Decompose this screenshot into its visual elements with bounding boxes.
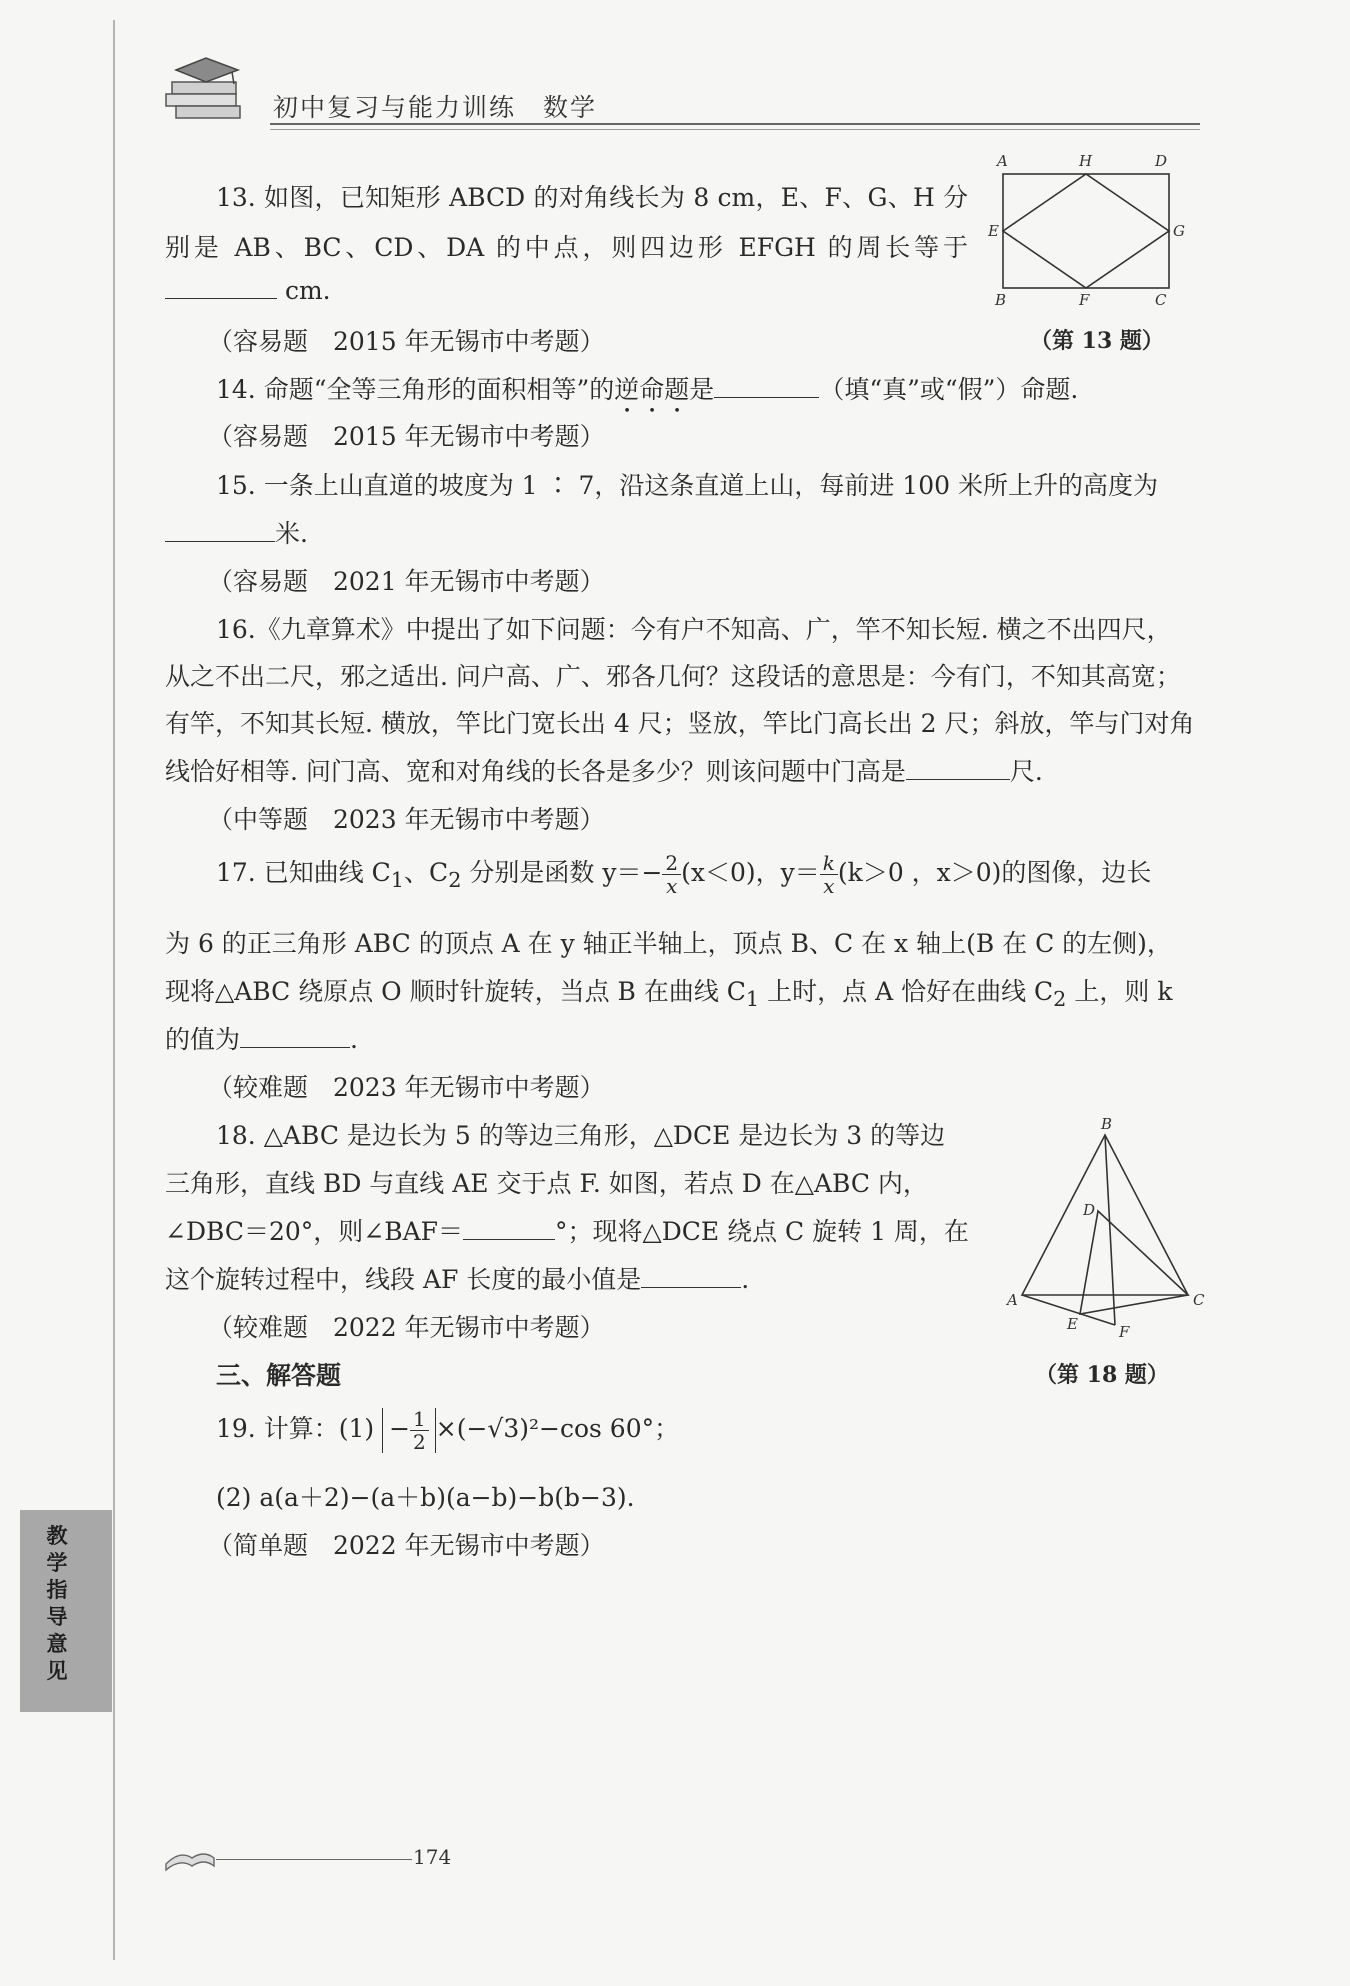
label-B: B xyxy=(995,291,1007,309)
q13-source: （容易题 2015 年无锡市中考题） xyxy=(208,327,605,356)
line-bf xyxy=(1105,1135,1115,1325)
q19-text: 19. 计算：(1) xyxy=(216,1414,375,1443)
header-rule-thin xyxy=(270,129,1200,130)
q17-text: (x＜0)，y＝ xyxy=(681,858,820,887)
label-E: E xyxy=(1067,1315,1078,1333)
q14-emphasis: 逆命题 xyxy=(614,375,690,404)
q18-source: （较难题 2022 年无锡市中考题） xyxy=(208,1313,605,1342)
q13-caption: （第 13 题） xyxy=(1030,328,1164,354)
label-G: G xyxy=(1173,222,1185,240)
q14-pre: 14. 命题“全等三角形的面积相等”的 xyxy=(216,375,615,404)
fraction-denominator: x xyxy=(823,874,835,898)
q14-source: （容易题 2015 年无锡市中考题） xyxy=(208,422,605,451)
side-tab-label: 教 学 指 导 意 见 xyxy=(46,1523,68,1683)
label-C: C xyxy=(1193,1291,1205,1309)
fraction xyxy=(820,852,838,897)
q17-text: 上时，点 A 恰好在曲线 C xyxy=(759,977,1054,1006)
q16-line1: 16.《九章算术》中提出了如下问题：今有户不知高、广，竿不知长短. 横之不出四尺， xyxy=(216,615,1172,644)
fraction-numerator: 1 xyxy=(410,1408,429,1431)
q18-line4 xyxy=(165,1260,749,1296)
q17-source: （较难题 2023 年无锡市中考题） xyxy=(208,1073,605,1102)
answer-blank xyxy=(906,757,1010,780)
absolute-value xyxy=(382,1408,436,1453)
label-F: F xyxy=(1079,291,1090,309)
q14-mid: 是 xyxy=(689,375,715,404)
fraction-numerator: k xyxy=(820,852,838,875)
book-footer-icon xyxy=(162,1844,218,1878)
q17-sub: 2 xyxy=(1053,987,1067,1011)
label-D: D xyxy=(1083,1201,1096,1219)
q18-text: °；现将△DCE 绕点 C 旋转 1 周，在 xyxy=(555,1217,969,1246)
label-A: A xyxy=(1007,1291,1018,1309)
header-title: 初中复习与能力训练 数学 xyxy=(273,93,598,122)
q17-tail: . xyxy=(350,1025,358,1054)
q17-line2: 为 6 的正三角形 ABC 的顶点 A 在 y 轴正半轴上，顶点 B、C 在 x 轴上(B 在 C 的左侧)， xyxy=(165,929,1172,958)
label-H: H xyxy=(1079,152,1093,170)
q17-text: 上，则 k xyxy=(1066,977,1173,1006)
rhombus-efgh xyxy=(1003,174,1169,288)
q17-text: 的值为 xyxy=(165,1025,241,1054)
q18-text: ∠DBC＝20°，则∠BAF＝ xyxy=(165,1217,463,1246)
q17-text: 17. 已知曲线 C xyxy=(216,858,391,887)
page-number: 174 xyxy=(413,1845,452,1869)
q18-line2: 三角形，直线 BD 与直线 AE 交于点 F. 如图，若点 D 在△ABC 内， xyxy=(165,1169,928,1198)
label-A: A xyxy=(997,152,1008,170)
q16-tail: 尺. xyxy=(1009,757,1043,786)
label-D: D xyxy=(1155,152,1168,170)
q17-text: 、C xyxy=(404,858,449,887)
q18-tail: . xyxy=(741,1265,750,1294)
q16-source: （中等题 2023 年无锡市中考题） xyxy=(208,805,605,834)
answer-blank xyxy=(165,519,275,542)
binding-line xyxy=(113,20,115,1960)
answer-blank xyxy=(165,276,277,299)
books-logo-icon xyxy=(158,52,254,128)
q18-text: 这个旋转过程中，线段 AF 长度的最小值是 xyxy=(165,1265,642,1294)
q17-text: 现将△ABC 绕原点 O 顺时针旋转，当点 B 在曲线 C xyxy=(165,977,746,1006)
q17-sub: 1 xyxy=(390,868,405,892)
label-E: E xyxy=(988,222,999,240)
answer-blank xyxy=(714,375,819,398)
q18-figure xyxy=(1005,1115,1215,1359)
q16-line2: 从之不出二尺，邪之适出. 问户高、广、邪各几何？这段话的意思是：今有门，不知其高宽； xyxy=(165,662,1181,691)
q18-line3 xyxy=(165,1212,969,1248)
label-B: B xyxy=(1101,1115,1113,1133)
fraction xyxy=(410,1408,429,1453)
q19-line1 xyxy=(216,1408,679,1453)
section-title: 三、解答题 xyxy=(216,1361,342,1390)
q15-line2 xyxy=(165,514,308,550)
answer-blank xyxy=(463,1217,555,1240)
q19-source: （简单题 2022 年无锡市中考题） xyxy=(208,1531,605,1560)
q17-line4 xyxy=(165,1020,358,1056)
fraction-denominator: x xyxy=(666,874,678,898)
q17-text: 分别是函数 y＝− xyxy=(461,858,663,887)
q19-text: ×(−√3)²−cos 60°； xyxy=(435,1414,680,1443)
q17-sub: 2 xyxy=(448,868,462,892)
label-C: C xyxy=(1155,291,1167,309)
q14-post: （填“真”或“假”）命题. xyxy=(819,375,1079,404)
q19-part2: (2) a(a＋2)−(a＋b)(a−b)−b(b−3). xyxy=(216,1483,635,1512)
q16-line3: 有竿，不知其长短. 横放，竿比门宽长出 4 尺；竖放，竿比门高长出 2 尺；斜放，竿与门对角 xyxy=(165,709,1195,738)
answer-blank xyxy=(641,1265,741,1288)
q15-tail: 米. xyxy=(275,519,308,548)
q16-line4 xyxy=(165,752,1043,788)
q17-text: (k＞0 ，x＞0)的图像，边长 xyxy=(837,858,1152,887)
q15-source: （容易题 2021 年无锡市中考题） xyxy=(208,567,605,596)
fraction xyxy=(662,852,681,897)
footer-rule xyxy=(216,1859,412,1860)
q17-sub: 1 xyxy=(745,987,760,1011)
q16-line4-text: 线恰好相等. 问门高、宽和对角线的长各是多少？则该问题中门高是 xyxy=(165,757,906,786)
q19-sign: − xyxy=(389,1414,411,1443)
fraction-denominator: 2 xyxy=(413,1430,426,1454)
q17-line1 xyxy=(216,852,1151,897)
q18-line1: 18. △ABC 是边长为 5 的等边三角形，△DCE 是边长为 3 的等边 xyxy=(216,1121,946,1150)
q13-line2: 别是 AB、BC、CD、DA 的中点，则四边形 EFGH 的周长等于 xyxy=(165,233,968,262)
q13-figure xyxy=(988,150,1195,314)
q13-tail: cm. xyxy=(277,276,331,305)
q18-caption: （第 18 题） xyxy=(1035,1362,1169,1388)
header-rule xyxy=(270,123,1200,125)
q15-line1: 15. 一条上山直道的坡度为 1 ∶ 7，沿这条直道上山，每前进 100 米所上升的高度为 xyxy=(216,471,1158,500)
answer-blank xyxy=(240,1025,350,1048)
label-F: F xyxy=(1119,1323,1130,1341)
q17-line3 xyxy=(165,972,1172,1011)
q14-line xyxy=(216,370,1078,419)
q13-line3 xyxy=(165,276,331,305)
rectangle-abcd xyxy=(1003,174,1169,288)
q13-line1: 13. 如图，已知矩形 ABCD 的对角线长为 8 cm，E、F、G、H 分 xyxy=(216,183,968,212)
fraction-numerator: 2 xyxy=(662,852,681,875)
